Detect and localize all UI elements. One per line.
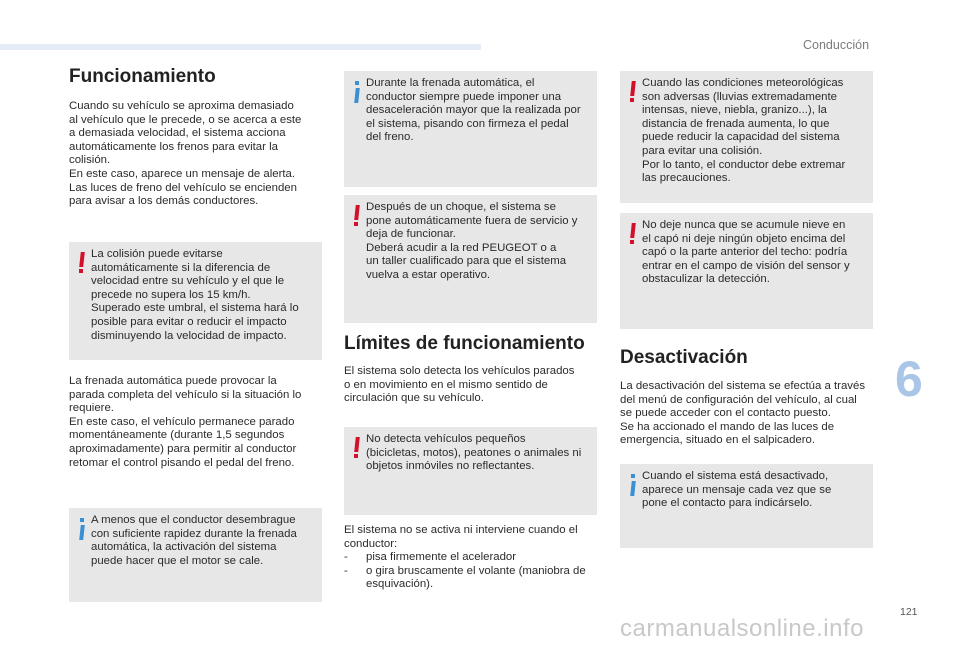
heading-desactivacion: Desactivación bbox=[620, 347, 748, 368]
warning-box bbox=[69, 242, 322, 360]
warning-text: Cuando las condiciones meteorológicas son adversas (lluvias extremadamente intensas, nieve, niebla, granizo...), la distancia de frenada aumenta, lo que puede reducir la capacidad del sistema para evitar una colisión. Por lo tanto, el conductor debe extremar las precauciones. bbox=[642, 77, 846, 185]
info-text: Durante la frenada automática, el conductor siempre puede imponer una desaceleración mayor que la realizada por el sistema, pisando con firmeza el pedal del freno. bbox=[366, 77, 581, 144]
warning-text: La colisión puede evitarse automáticamente si la diferencia de velocidad entre su vehículo y el que le precede no supera los 15 km/h. Superado este umbral, el sistema hará lo posible para evitar o reducir el impacto disminuyendo la velocidad de impacto. bbox=[91, 248, 299, 342]
warning-text: No deje nunca que se acumule nieve en el capó ni deje ningún objeto encima del capó o la parte anterior del techo: podría entrar en el campo de visión del sensor y obstaculizar la detección. bbox=[642, 219, 850, 286]
watermark: carmanualsonline.info bbox=[620, 615, 864, 642]
list-item: - pisa firmemente el acelerador bbox=[344, 551, 517, 563]
section-title: Conducción bbox=[803, 38, 870, 52]
list-item: - o gira bruscamente el volante (maniobra de esquivación). bbox=[344, 564, 586, 591]
warning-icon bbox=[629, 81, 637, 103]
heading-limites: Límites de funcionamiento bbox=[344, 333, 585, 354]
warning-box bbox=[620, 213, 873, 329]
condition-list bbox=[344, 551, 604, 592]
info-text: A menos que el conductor desembrague con suficiente rapidez durante la frenada automática, la activación del sistema puede hacer que el motor se cale. bbox=[91, 514, 297, 567]
info-text: Cuando el sistema está desactivado, aparece un mensaje cada vez que se pone el contacto para indicárselo. bbox=[642, 470, 832, 510]
warning-box bbox=[620, 71, 873, 203]
info-icon bbox=[353, 81, 361, 103]
paragraph-desactivacion: La desactivación del sistema se efectúa a través del menú de configuración del vehículo, al cual se puede acceder con el contacto puesto. Se ha accionado el mando de las luces de emergencia, situado en el salpicadero. bbox=[620, 380, 866, 447]
warning-icon bbox=[78, 252, 86, 274]
heading-funcionamiento: Funcionamiento bbox=[69, 66, 216, 87]
header-bar bbox=[0, 44, 481, 50]
info-box bbox=[344, 71, 597, 187]
page-number: 121 bbox=[900, 606, 918, 618]
warning-icon bbox=[353, 437, 361, 459]
warning-box bbox=[344, 195, 597, 323]
info-icon bbox=[78, 518, 86, 540]
info-box bbox=[620, 464, 873, 548]
chapter-number: 6 bbox=[895, 351, 923, 407]
warning-icon bbox=[629, 223, 637, 245]
warning-icon bbox=[353, 205, 361, 227]
warning-text: No detecta vehículos pequeños (bicicletas, motos), peatones o animales ni objetos inmóviles no reflectantes. bbox=[366, 433, 582, 473]
paragraph-no-activa: El sistema no se activa ni interviene cuando el conductor: bbox=[344, 524, 578, 550]
info-box bbox=[69, 508, 322, 602]
paragraph-limites: El sistema solo detecta los vehículos parados o en movimiento en el mismo sentido de circulación que su vehículo. bbox=[344, 365, 575, 405]
info-icon bbox=[629, 474, 637, 496]
paragraph-frenada: La frenada automática puede provocar la parada completa del vehículo si la situación lo requiere. En este caso, el vehículo permanece parado momentáneamente (durante 1,5 segundos aproximadamente) para permitir al conductor retomar el control pisando el pedal del freno. bbox=[69, 375, 302, 469]
paragraph-funcionamiento: Cuando su vehículo se aproxima demasiado al vehículo que le precede, o se acerca a este a demasiada velocidad, el sistema acciona automáticamente los frenos para evitar la colisión. En este caso, aparece un mensaje de alerta. Las luces de freno del vehículo se encienden para avisar a los demás conductores. bbox=[69, 100, 302, 208]
warning-text: Después de un choque, el sistema se pone automáticamente fuera de servicio y deja de funcionar. Deberá acudir a la red PEUGEOT o a un taller cualificado para que el sistema vuelva a estar operativo. bbox=[366, 201, 578, 281]
warning-box bbox=[344, 427, 597, 515]
